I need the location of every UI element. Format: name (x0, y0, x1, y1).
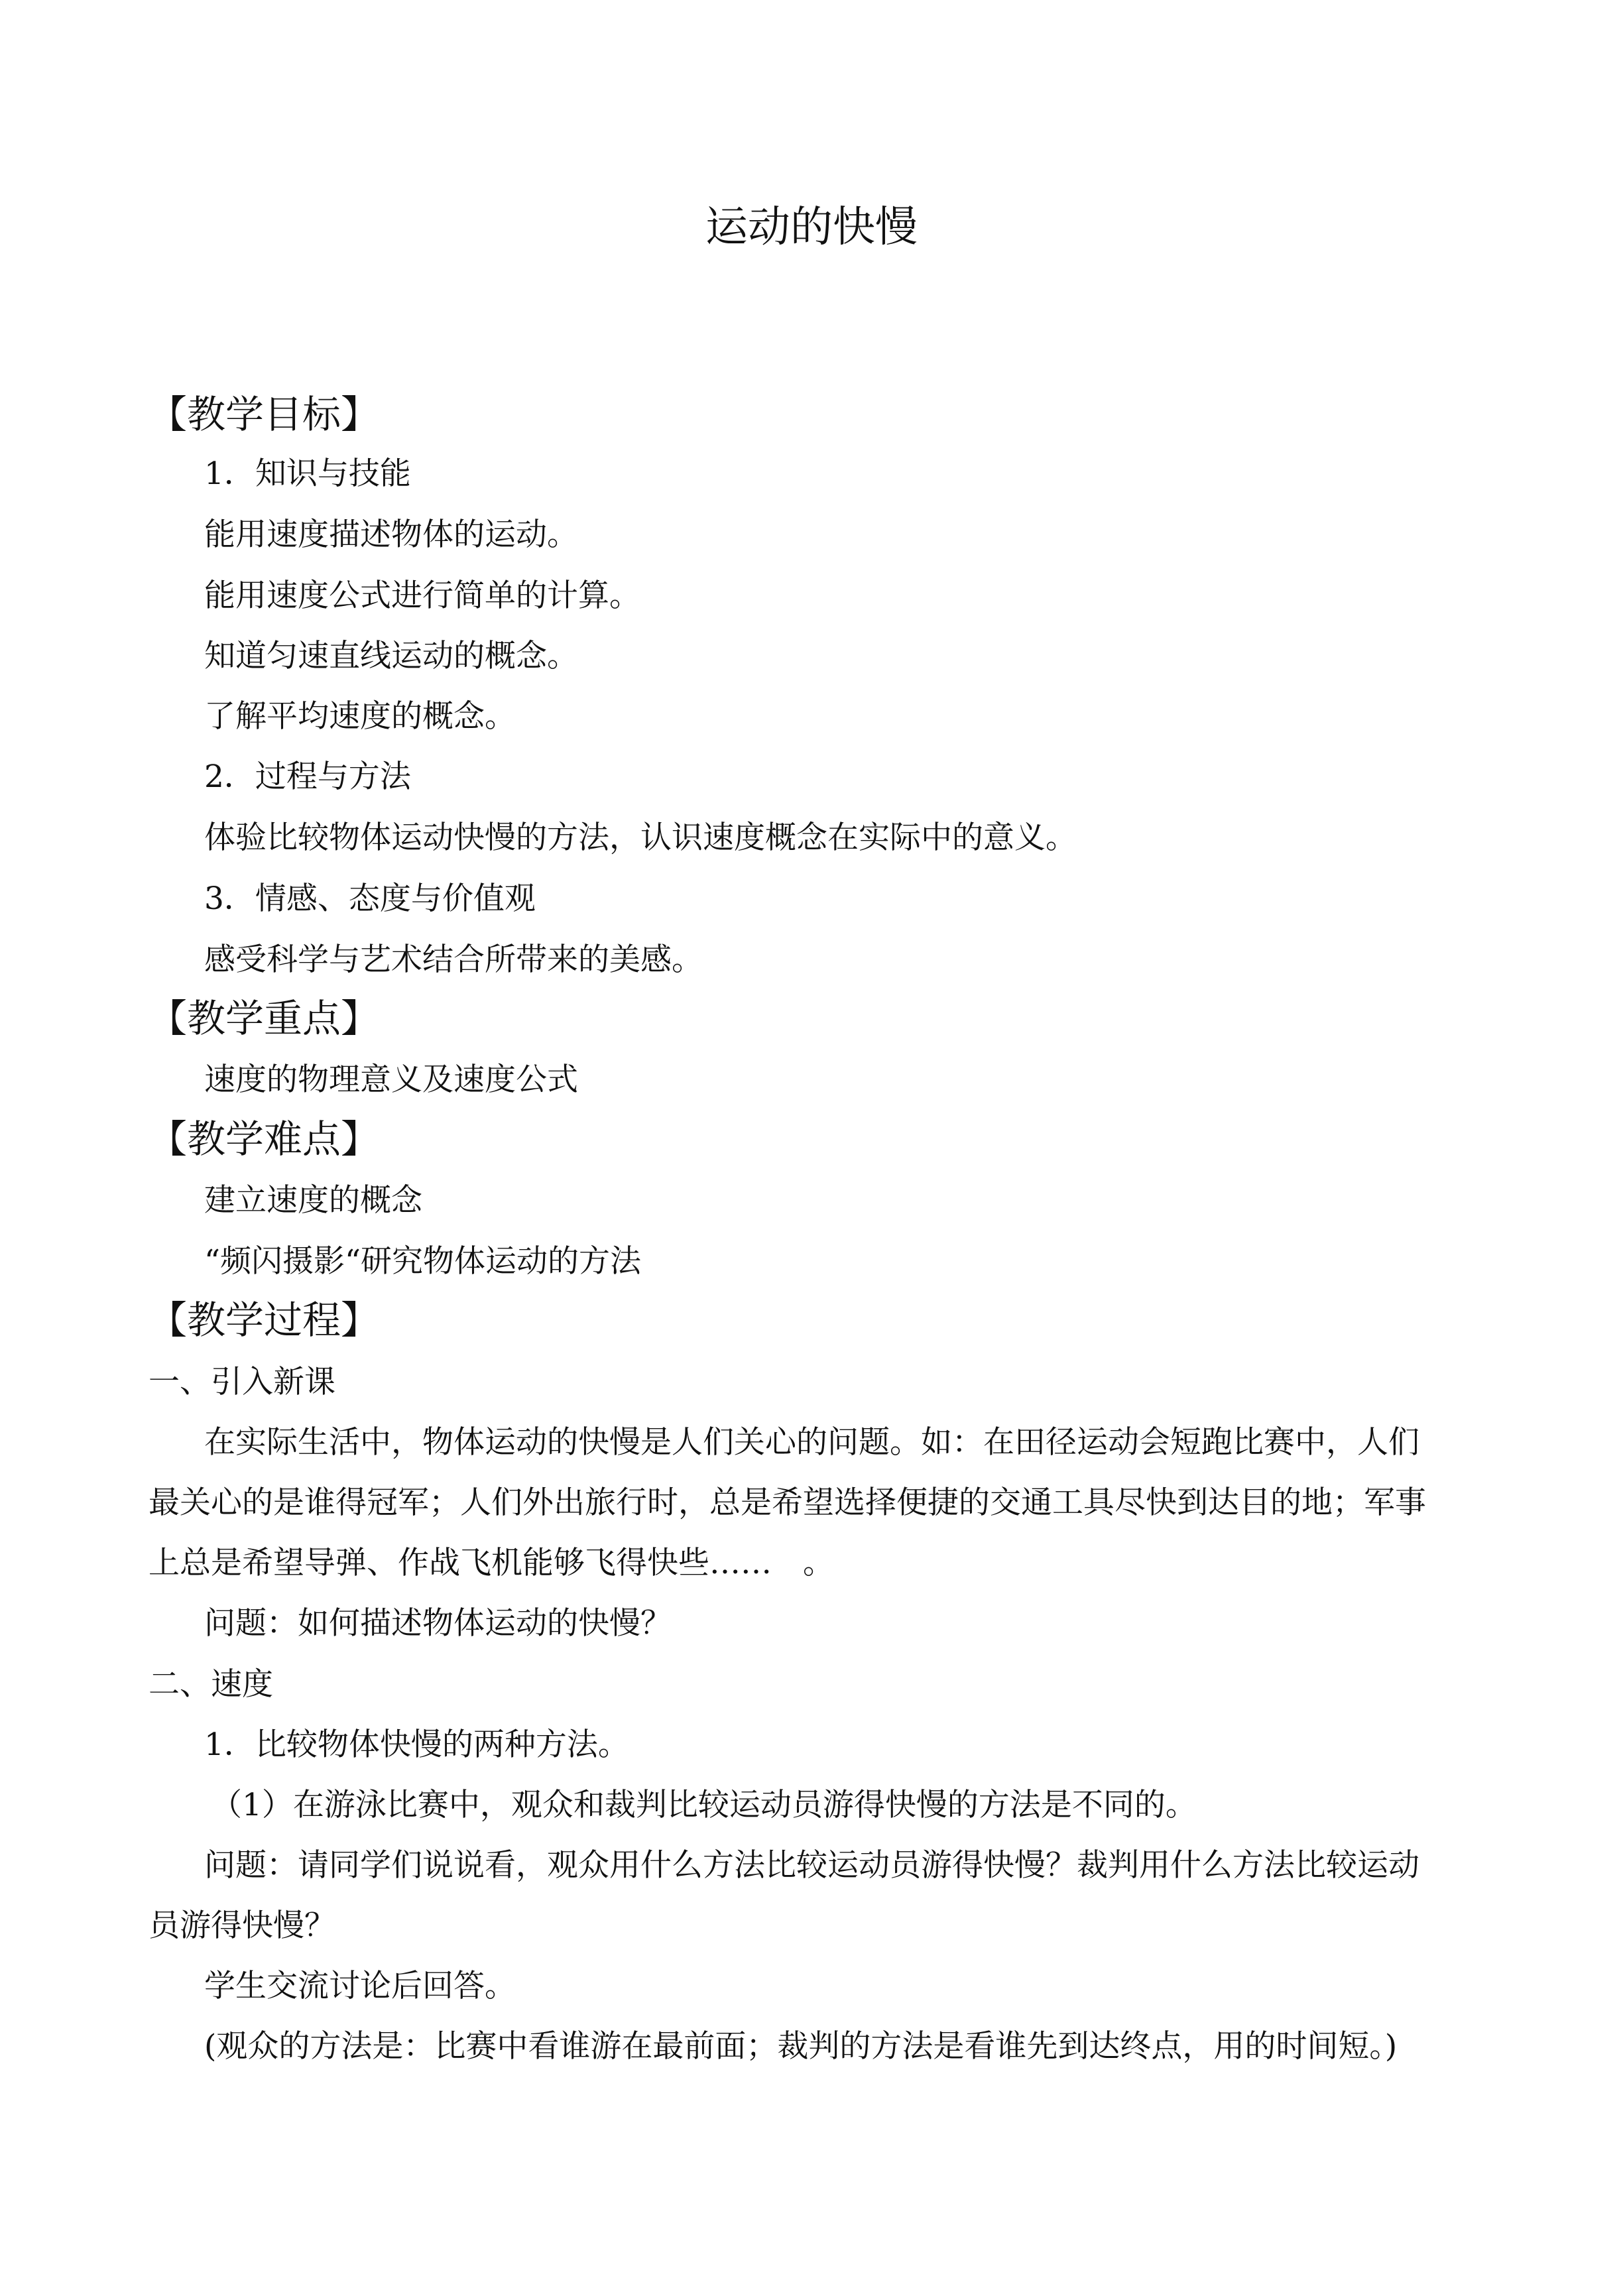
process-question-line: 问题：请同学们说说看，观众用什么方法比较运动员游得快慢？裁判用什么方法比较运动 (204, 1847, 1419, 1884)
objective-item-2: 2．过程与方法 (204, 758, 411, 795)
process-part-1-title: 一、引入新课 (149, 1364, 335, 1400)
document-title: 运动的快慢 (705, 203, 918, 252)
difficulty-line: 建立速度的概念 (204, 1182, 422, 1219)
process-item-1: 1．比较物体快慢的两种方法。 (204, 1726, 629, 1763)
heading-process: 【教学过程】 (149, 1298, 380, 1343)
objective-line: 体验比较物体运动快慢的方法，认识速度概念在实际中的意义。 (204, 819, 1077, 856)
objective-line: 能用速度描述物体的运动。 (204, 516, 578, 553)
process-paragraph-line: 上总是希望导弹、作战飞机能够飞得快些…… 。 (149, 1545, 834, 1581)
heading-difficulties: 【教学难点】 (149, 1117, 380, 1162)
process-paragraph-line: 在实际生活中，物体运动的快慢是人们关心的问题。如：在田径运动会短跑比赛中，人们 (204, 1424, 1419, 1461)
process-paragraph-line: 最关心的是谁得冠军；人们外出旅行时，总是希望选择便捷的交通工具尽快到达目的地；军事 (149, 1484, 1426, 1521)
process-sub-item: （1）在游泳比赛中，观众和裁判比较运动员游得快慢的方法是不同的。 (211, 1787, 1197, 1823)
objective-line: 感受科学与艺术结合所带来的美感。 (204, 941, 703, 978)
heading-key-points: 【教学重点】 (149, 996, 380, 1041)
difficulty-line: “频闪摄影“研究物体运动的方法 (204, 1243, 642, 1280)
objective-line: 能用速度公式进行简单的计算。 (204, 577, 640, 614)
process-question-line: 员游得快慢？ (149, 1907, 335, 1944)
objective-item-3: 3．情感、态度与价值观 (204, 880, 536, 917)
process-answer-intro: 学生交流讨论后回答。 (204, 1968, 516, 2004)
process-answer: (观众的方法是：比赛中看谁游在最前面；裁判的方法是看谁先到达终点，用的时间短。) (204, 2028, 1398, 2065)
objective-item-1: 1．知识与技能 (204, 455, 411, 492)
objective-line: 知道匀速直线运动的概念。 (204, 638, 578, 674)
objective-line: 了解平均速度的概念。 (204, 698, 516, 735)
process-part-2-title: 二、速度 (149, 1666, 273, 1703)
heading-objectives: 【教学目标】 (149, 392, 380, 437)
process-question: 问题：如何描述物体运动的快慢？ (204, 1605, 672, 1642)
key-point-line: 速度的物理意义及速度公式 (204, 1061, 578, 1098)
